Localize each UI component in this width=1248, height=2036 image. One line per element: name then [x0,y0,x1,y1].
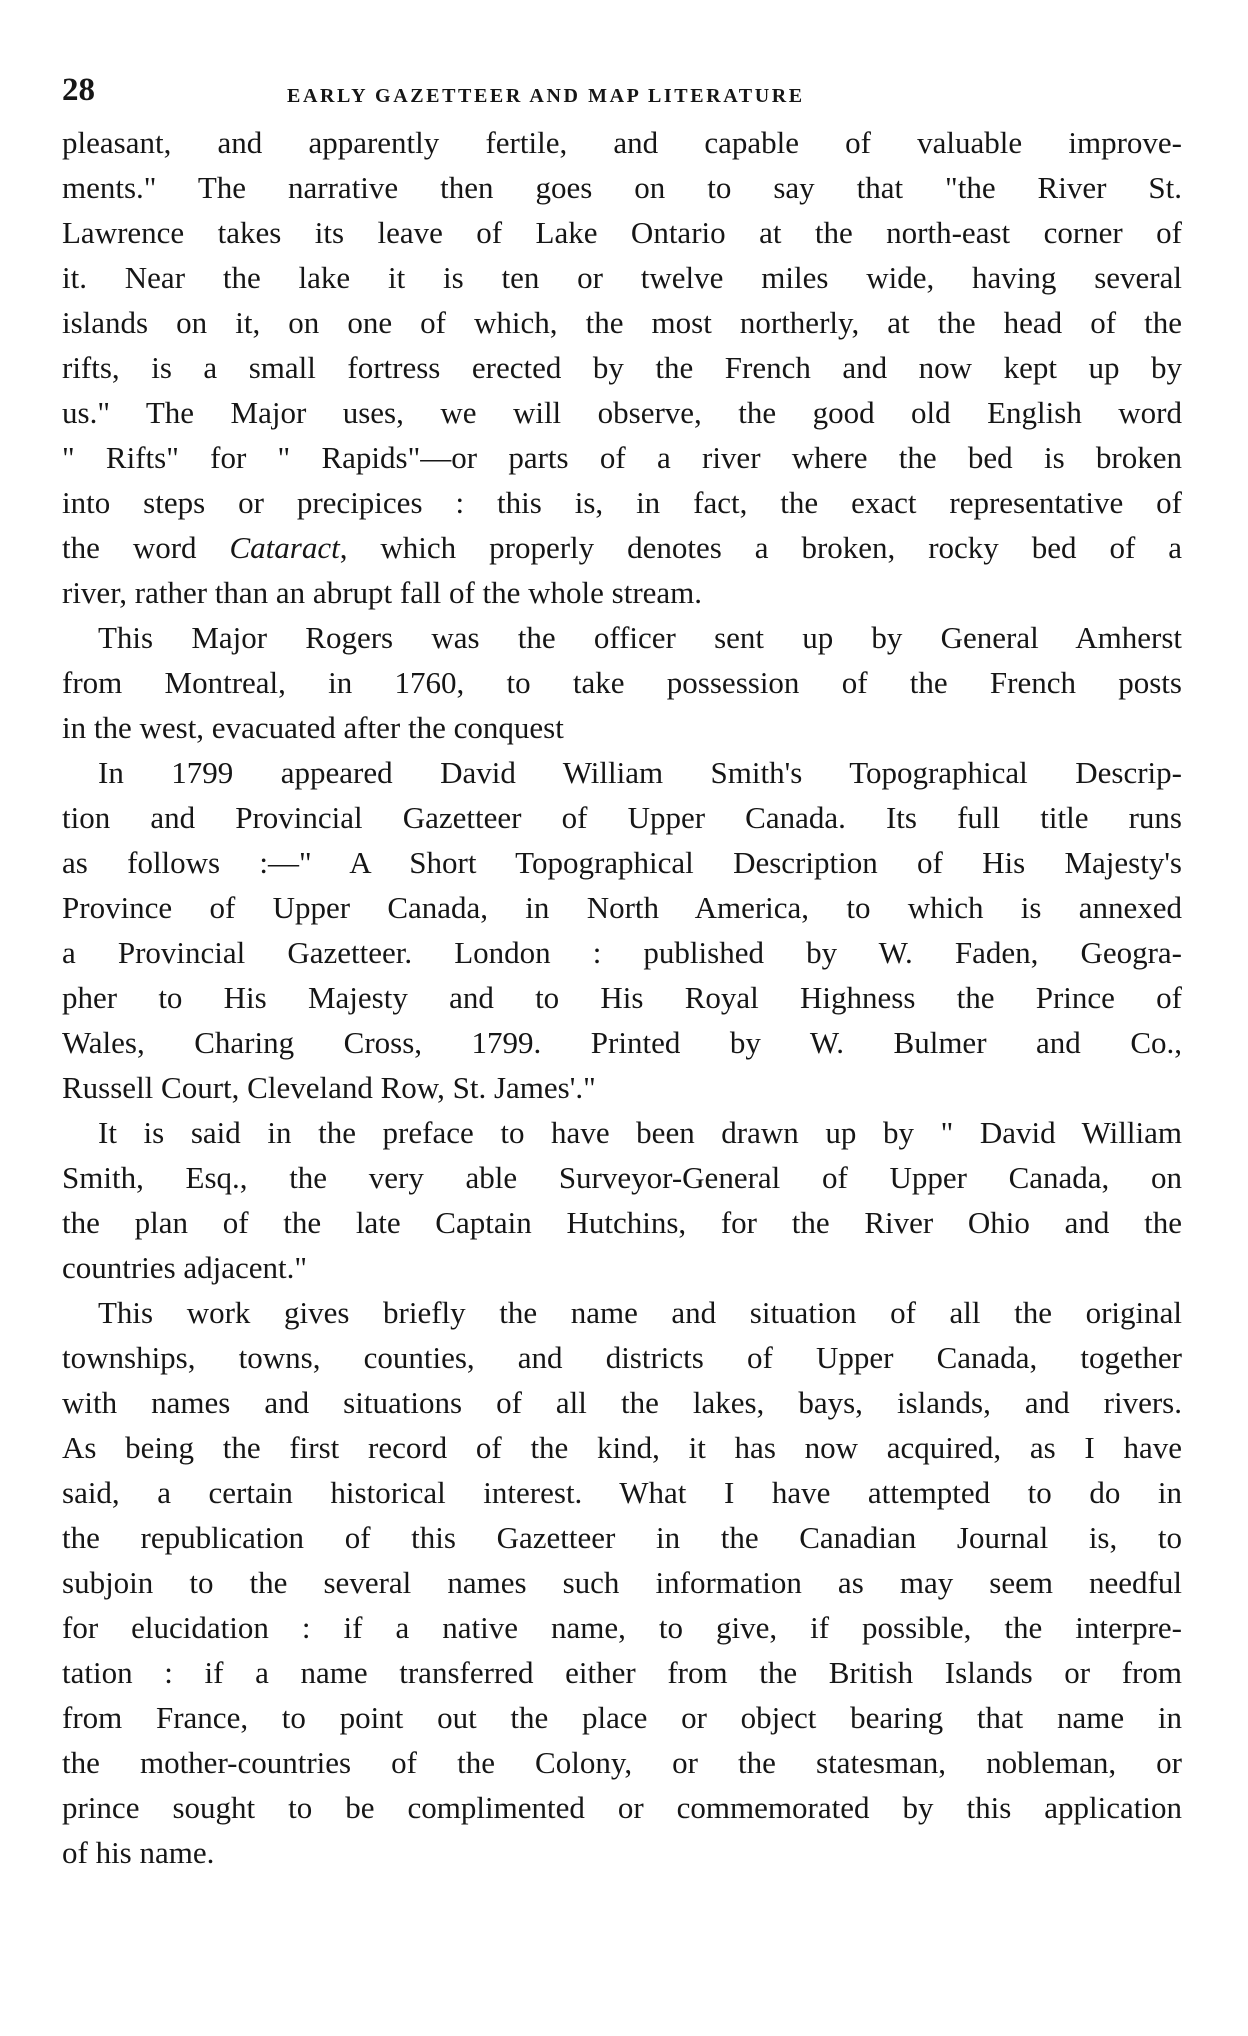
text-line: for elucidation : if a native name, to give, if possible, the interpre- [62,1610,1182,1645]
text-line: tion and Provincial Gazetteer of Upper Canada. Its full title runs [62,800,1182,835]
text-line: Lawrence takes its leave of Lake Ontario at the north-east corner of [62,215,1182,250]
body-text [62,120,1182,1875]
text-line: from France, to point out the place or object bearing that name in [62,1700,1182,1735]
paragraph [62,1290,1182,1875]
text-line: Smith, Esq., the very able Surveyor-General of Upper Canada, on [62,1160,1182,1195]
paragraph [62,615,1182,750]
text-line: the plan of the late Captain Hutchins, for the River Ohio and the [62,1205,1182,1240]
text-line: the mother-countries of the Colony, or the statesman, nobleman, or [62,1745,1182,1780]
text-line: Russell Court, Cleveland Row, St. James'." [62,1070,596,1105]
text-line: townships, towns, counties, and districts of Upper Canada, together [62,1340,1182,1375]
text-line: us." The Major uses, we will observe, the good old English word [62,395,1182,430]
paragraph [62,120,1182,615]
page-number: 28 [62,72,95,108]
paragraph [62,1110,1182,1290]
page-header [62,60,1182,120]
text-line: from Montreal, in 1760, to take possession of the French posts [62,665,1182,700]
text-line: of his name. [62,1835,215,1870]
text-line: This Major Rogers was the officer sent up by General Amherst [98,620,1182,655]
text-line: In 1799 appeared David William Smith's Topographical Descrip- [98,755,1182,790]
text-line: Province of Upper Canada, in North America, to which is annexed [62,890,1182,925]
text-line: As being the first record of the kind, it has now acquired, as I have [62,1430,1182,1465]
text-line: pleasant, and apparently fertile, and capable of valuable improve- [62,125,1182,160]
paragraph [62,750,1182,1110]
italic-word: Cataract [229,530,340,565]
text-line: it. Near the lake it is ten or twelve miles wide, having several [62,260,1182,295]
text-line-with-italic: the word Cataract, which properly denotes a broken, rocky bed of a [62,530,1182,565]
book-page [62,60,1182,1875]
text-line: Wales, Charing Cross, 1799. Printed by W. Bulmer and Co., [62,1025,1182,1060]
text-line: tation : if a name transferred either from the British Islands or from [62,1655,1182,1690]
text-line: a Provincial Gazetteer. London : published by W. Faden, Geogra- [62,935,1182,970]
text-line: the republication of this Gazetteer in the Canadian Journal is, to [62,1520,1182,1555]
text-line: as follows :—" A Short Topographical Description of His Majesty's [62,845,1182,880]
text-line: subjoin to the several names such information as may seem needful [62,1565,1182,1600]
text-line: into steps or precipices : this is, in fact, the exact representative of [62,485,1182,520]
text-line: pher to His Majesty and to His Royal Highness the Prince of [62,980,1182,1015]
text-line: rifts, is a small fortress erected by the French and now kept up by [62,350,1182,385]
text-line: This work gives briefly the name and situation of all the original [98,1295,1182,1330]
text-line: said, a certain historical interest. What I have attempted to do in [62,1475,1182,1510]
text-line: river, rather than an abrupt fall of the whole stream. [62,575,703,610]
text-line: with names and situations of all the lakes, bays, islands, and rivers. [62,1385,1182,1420]
text-line: " Rifts" for " Rapids"—or parts of a river where the bed is broken [62,440,1182,475]
text-line: in the west, evacuated after the conquest [62,710,564,745]
text-line: islands on it, on one of which, the most northerly, at the head of the [62,305,1182,340]
text-line: prince sought to be complimented or commemorated by this application [62,1790,1182,1825]
text-line: ments." The narrative then goes on to say that "the River St. [62,170,1182,205]
text-line: It is said in the preface to have been drawn up by " David William [98,1115,1182,1150]
text-line: countries adjacent." [62,1250,308,1285]
running-head: EARLY GAZETTEER AND MAP LITERATURE [287,85,805,107]
